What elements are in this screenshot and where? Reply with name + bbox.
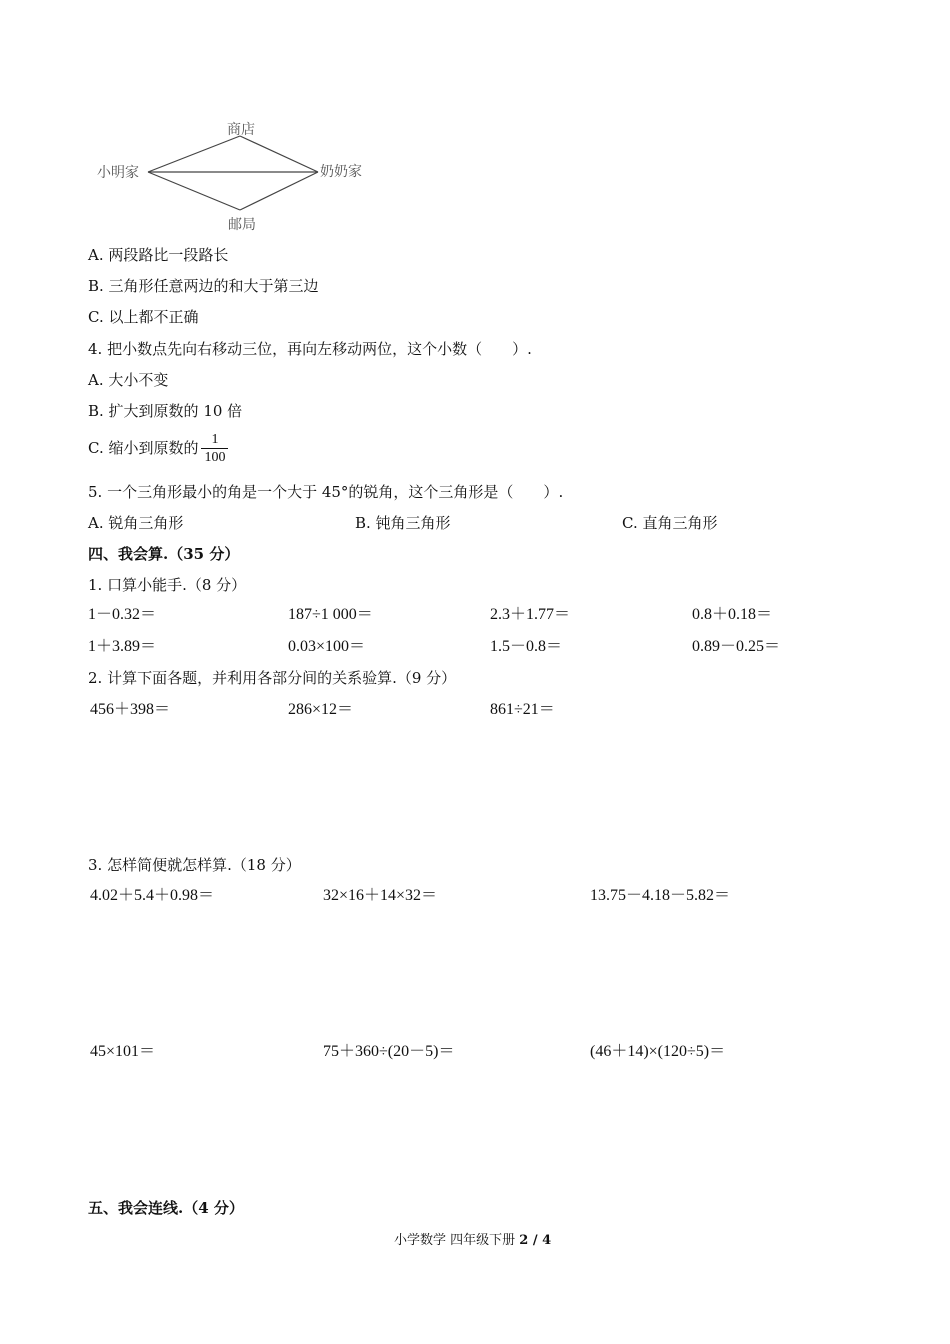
oral-calc-8: 0.89－0.25＝ [692,638,781,655]
vertical-calc-1: 456＋398＝ [90,701,171,718]
label-xiaoming-home: 小明家 [97,165,139,181]
simplify-calc-3: 13.75－4.18－5.82＝ [590,887,731,904]
simplify-calc-5: 75＋360÷(20－5)＝ [323,1043,455,1060]
q4-option-b: B. 扩大到原数的 10 倍 [88,402,243,420]
q5-option-a: A. 锐角三角形 [88,514,184,532]
q5-option-b: B. 钝角三角形 [355,514,451,532]
fraction-denominator: 100 [201,448,228,466]
q4-stem: 4. 把小数点先向右移动三位，再向左移动两位，这个小数（ ）. [88,340,532,358]
simplify-calc-2: 32×16＋14×32＝ [323,887,438,904]
vertical-calc-2: 286×12＝ [288,701,354,718]
oral-calc-3: 2.3＋1.77＝ [490,606,571,623]
label-grandma-home: 奶奶家 [320,164,362,180]
part2-title: 2. 计算下面各题，并利用各部分间的关系验算.（9 分） [88,669,457,687]
q4-option-c [88,432,228,466]
section4-title: 四、我会算.（35 分） [88,545,240,563]
oral-calc-7: 1.5－0.8＝ [490,638,563,655]
page-footer [394,1229,551,1248]
page-number: 2 / 4 [519,1233,552,1248]
oral-calc-6: 0.03×100＝ [288,638,366,655]
q3-option-a: A. 两段路比一段路长 [88,246,229,264]
q3-option-c: C. 以上都不正确 [88,308,199,326]
simplify-calc-4: 45×101＝ [90,1043,156,1060]
vertical-calc-3: 861÷21＝ [490,701,555,718]
section5-title: 五、我会连线.（4 分） [88,1199,244,1217]
footer-text: 小学数学 四年级下册 [394,1233,520,1248]
oral-calc-4: 0.8＋0.18＝ [692,606,773,623]
oral-calc-2: 187÷1 000＝ [288,606,373,623]
fraction-numerator: 1 [211,432,219,447]
oral-calc-1: 1－0.32＝ [88,606,157,623]
label-store: 商店 [227,122,255,138]
simplify-calc-6: (46＋14)×(120÷5)＝ [590,1043,726,1060]
q5-stem: 5. 一个三角形最小的角是一个大于 45°的锐角，这个三角形是（ ）. [88,483,564,501]
route-lines [140,130,330,220]
part3-title: 3. 怎样简便就怎样算.（18 分） [88,856,301,874]
part1-title: 1. 口算小能手.（8 分） [88,576,247,594]
q3-option-b: B. 三角形任意两边的和大于第三边 [88,277,319,295]
simplify-calc-1: 4.02＋5.4＋0.98＝ [90,887,215,904]
q4-option-c-prefix: C. 缩小到原数的 [88,439,199,457]
oral-calc-5: 1＋3.89＝ [88,638,157,655]
q4-option-a: A. 大小不变 [88,371,169,389]
label-post-office: 邮局 [228,217,256,233]
q5-option-c: C. 直角三角形 [622,514,718,532]
fraction-one-hundredth [201,432,228,466]
